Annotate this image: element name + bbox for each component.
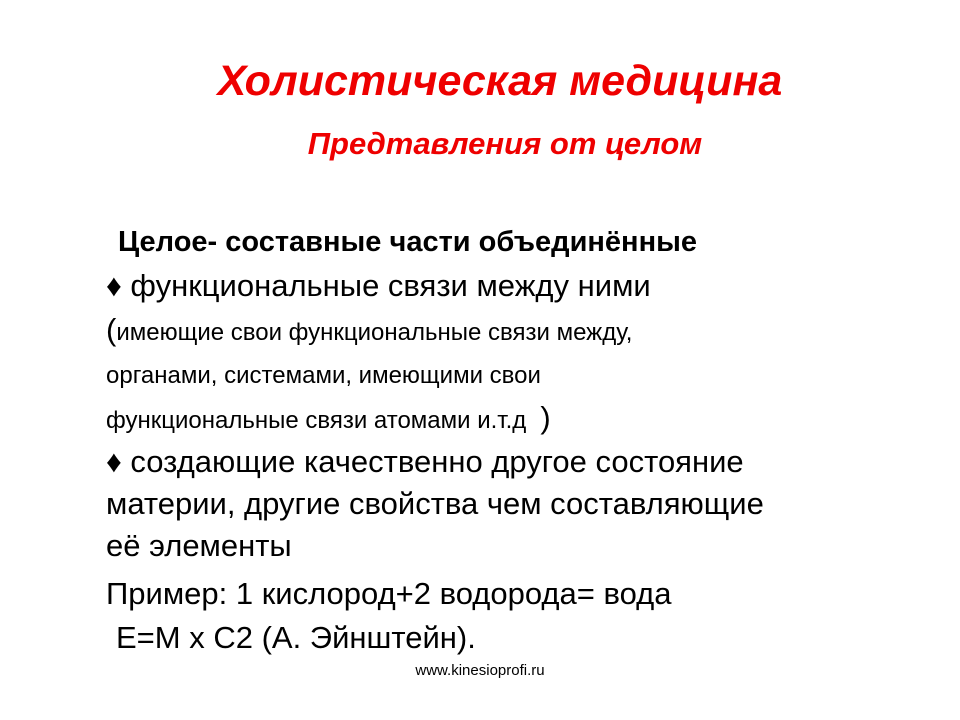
sub-line-2: органами, системами, имеющими свои [106, 362, 541, 389]
paren-close: ) [540, 400, 551, 435]
bullet-line-1: ♦ функциональные связи между ними [106, 268, 651, 303]
slide-title: Холистическая медицина [217, 57, 783, 105]
sub-line-1-text: имеющие свои функциональные связи между, [116, 319, 633, 346]
definition-line: Целое- составные части объединённые [118, 226, 697, 258]
bullet-line-2-cont-2: её элементы [106, 528, 292, 563]
footer-url: www.kinesioprofi.ru [415, 662, 545, 679]
paren-open: ( [106, 312, 117, 347]
bullet-line-2-cont-1: материи, другие свойства чем составляющие [106, 486, 764, 521]
sub-line-3-text: функциональные связи атомами и.т.д [106, 407, 527, 434]
formula-line: Е=М х С2 (А. Эйнштейн). [116, 620, 476, 655]
bullet-line-2: ♦ создающие качественно другое состояние [106, 444, 744, 479]
slide-subtitle: Предтавления от целом [307, 126, 703, 161]
sub-line-1 [106, 312, 632, 348]
example-line: Пример: 1 кислород+2 водорода= вода [106, 576, 672, 611]
sub-line-3 [106, 400, 551, 436]
